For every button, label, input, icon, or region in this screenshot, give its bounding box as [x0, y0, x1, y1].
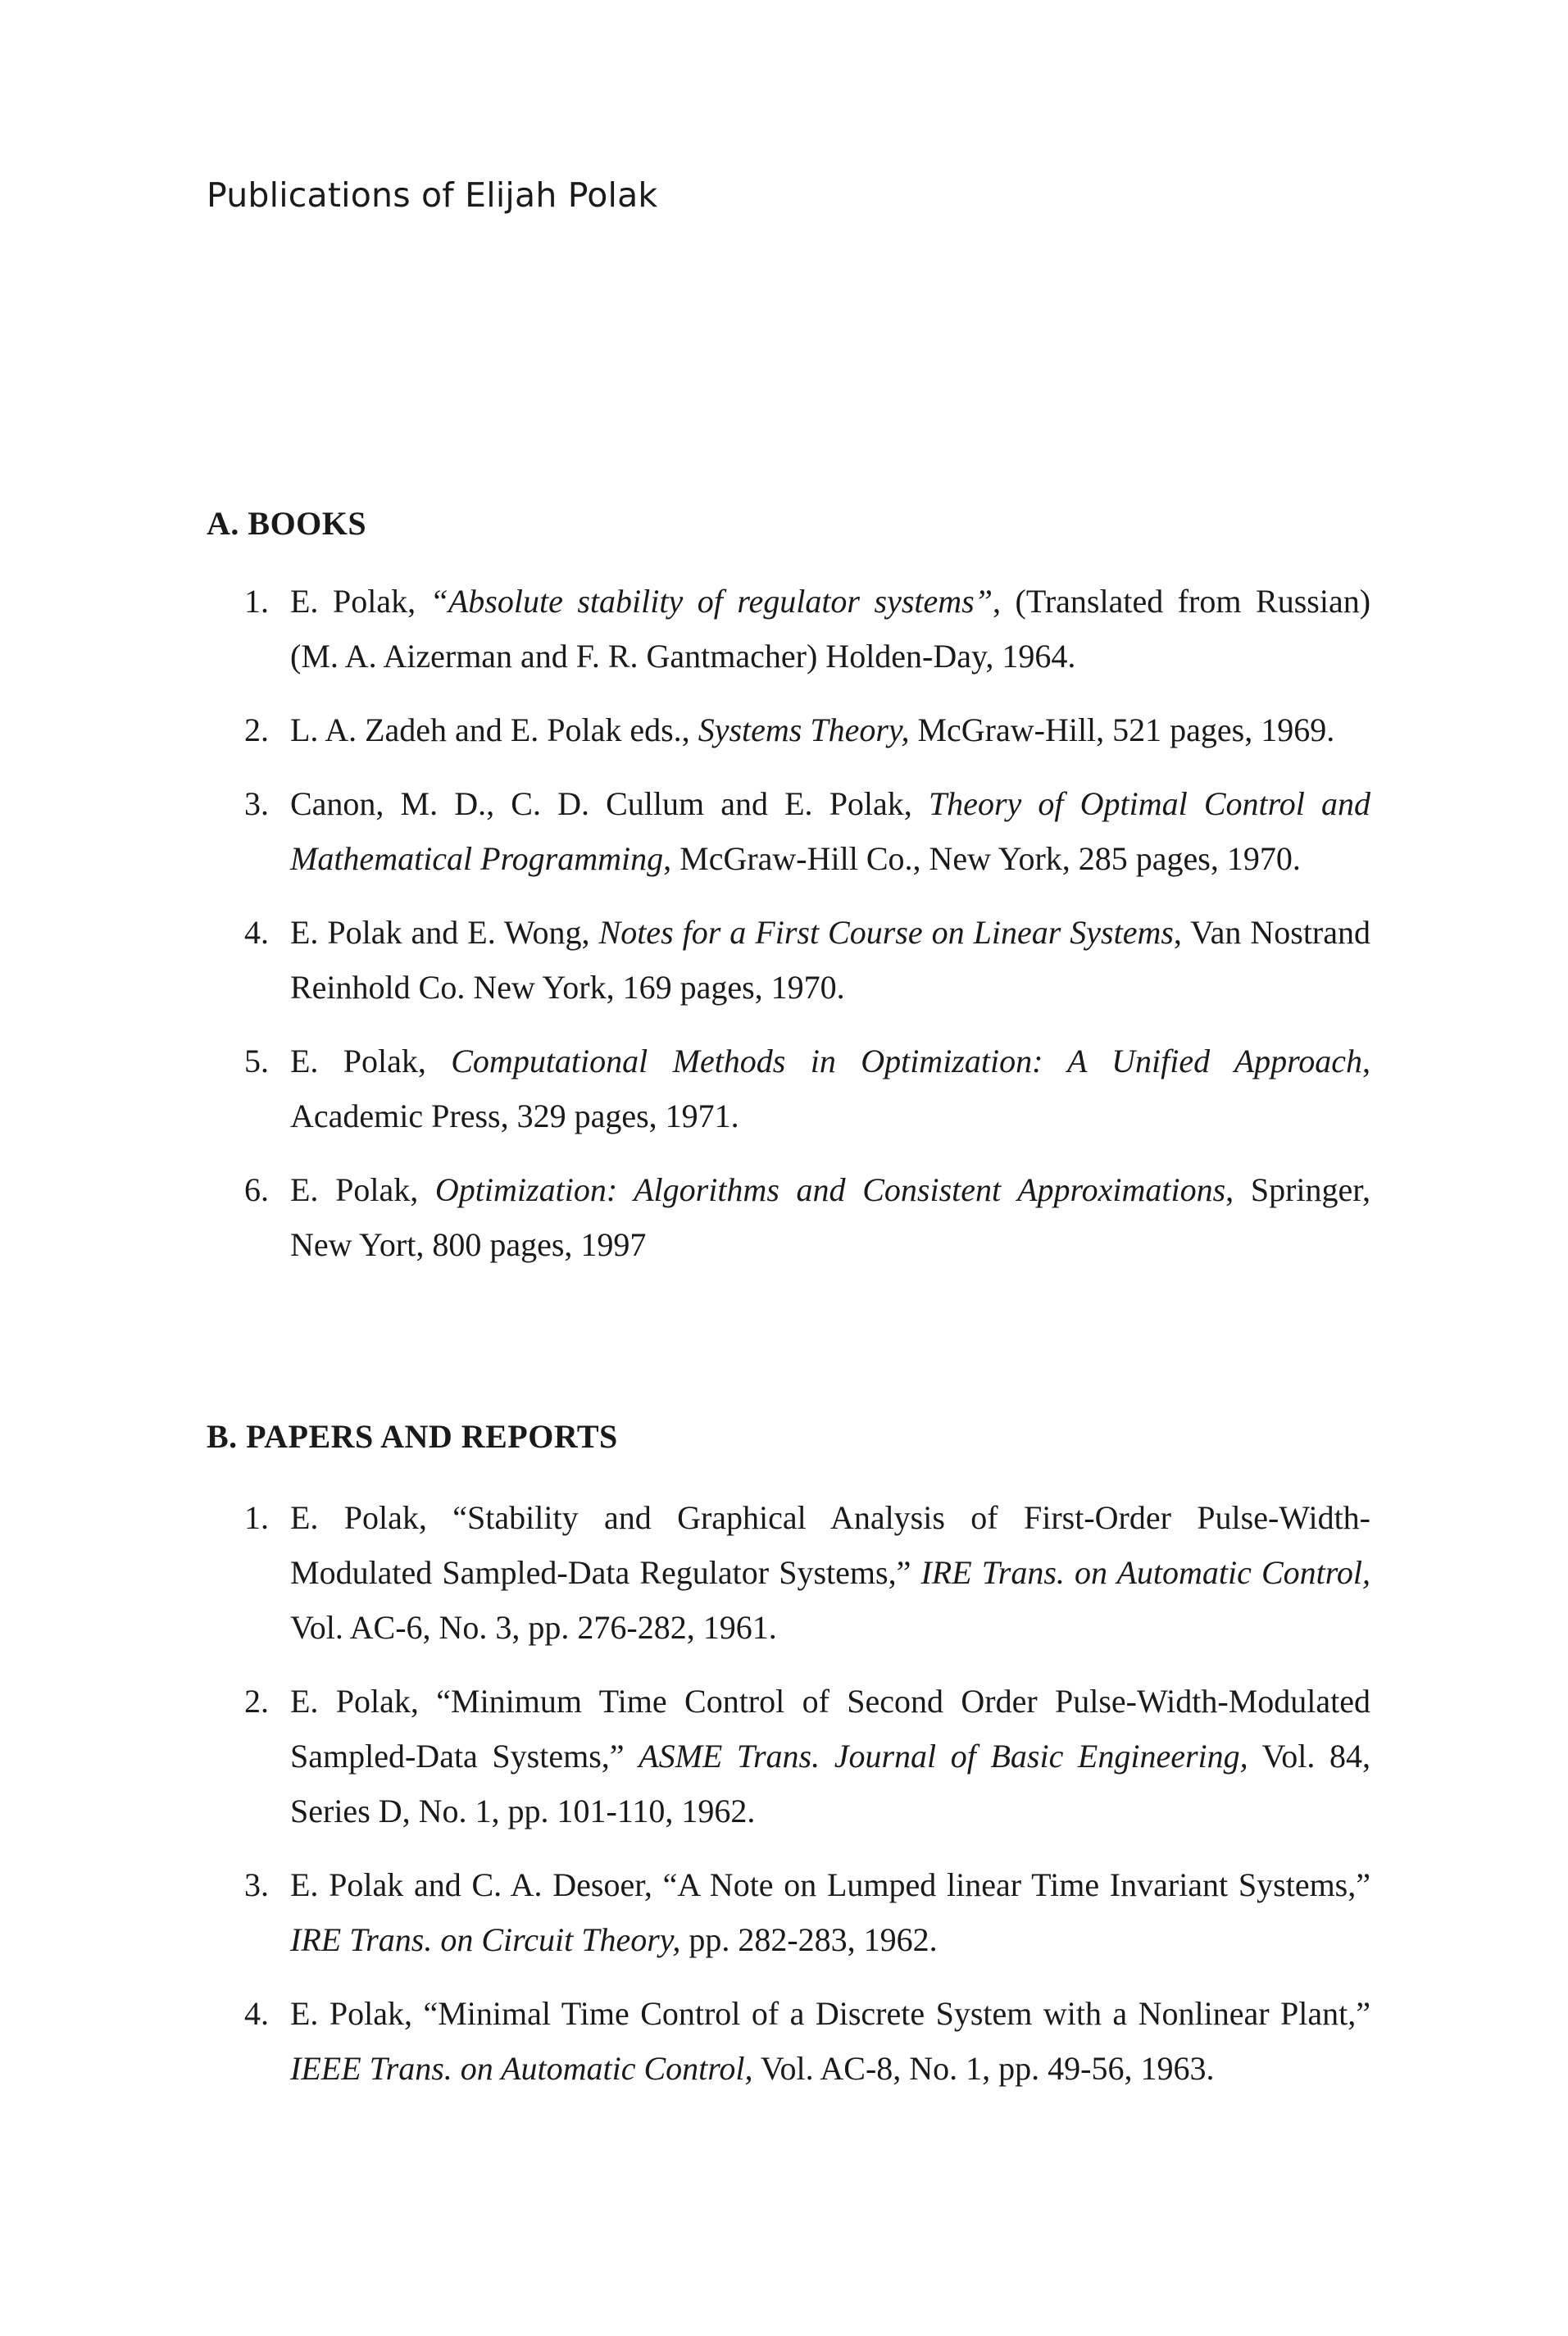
entry-number: 1.	[244, 1499, 269, 1536]
entry-number: 5.	[244, 1043, 269, 1079]
book-entry-5	[207, 1034, 1370, 1143]
entry-authors: Canon, M. D., C. D. Cullum and E. Polak,	[290, 785, 929, 822]
entry-number: 4.	[244, 1995, 269, 2032]
entry-details: McGraw-Hill, 521 pages, 1969.	[909, 711, 1335, 748]
book-entry-6	[207, 1162, 1370, 1272]
entry-journal: IRE Trans. on Circuit Theory,	[290, 1921, 681, 1958]
paper-entry-4	[207, 1986, 1370, 2096]
entry-journal: IRE Trans. on Automatic Control,	[920, 1554, 1370, 1591]
entry-journal: ASME Trans. Journal of Basic Engineering,	[639, 1738, 1248, 1775]
entry-number: 1.	[244, 583, 269, 620]
paper-entry-3	[207, 1857, 1370, 1967]
entry-authors: E. Polak,	[290, 1043, 452, 1079]
entry-journal: IEEE Trans. on Automatic Control,	[290, 2050, 753, 2087]
entry-authors: E. Polak, “Minimum Time Control of Second Order Pulse-Width-Modulated Sampled-Data Systems,”	[290, 1683, 1370, 1775]
entry-number: 3.	[244, 1866, 269, 1903]
entry-details: , Springer, New Yort, 800 pages, 1997	[290, 1171, 1371, 1263]
book-entry-3	[207, 776, 1370, 886]
entry-number: 2.	[244, 711, 269, 748]
page-title: Publications of Elijah Polak	[207, 175, 658, 215]
entry-number: 4.	[244, 914, 269, 951]
entry-authors: E. Polak and E. Wong,	[290, 914, 599, 951]
entry-title: Optimization: Algorithms and Consistent Approximations	[434, 1171, 1226, 1208]
entry-authors: E. Polak,	[290, 583, 430, 620]
book-entry-1	[207, 574, 1370, 684]
entry-details: Vol. AC-8, No. 1, pp. 49-56, 1963.	[752, 2050, 1215, 2087]
entry-details: , (Translated from Russian) (M. A. Aizerman and F. R. Gantmacher) Holden-Day, 1964.	[290, 583, 1371, 675]
entry-title: Computational Methods in Optimization: A Unified Approach	[451, 1043, 1362, 1079]
section-heading-papers: B. PAPERS AND REPORTS	[207, 1418, 618, 1455]
paper-entry-2	[207, 1674, 1370, 1838]
book-entry-4	[207, 905, 1370, 1015]
entry-details: Vol. 84, Series D, No. 1, pp. 101-110, 1962.	[290, 1738, 1371, 1829]
entry-authors: E. Polak,	[290, 1171, 435, 1208]
entry-details: pp. 282-283, 1962.	[680, 1921, 938, 1958]
entry-details: Vol. AC-6, No. 3, pp. 276-282, 1961.	[290, 1609, 777, 1646]
entry-details: , Academic Press, 329 pages, 1971.	[290, 1043, 1370, 1134]
entry-details: , Van Nostrand Reinhold Co. New York, 169 pages, 1970.	[290, 914, 1371, 1006]
entry-number: 3.	[244, 785, 269, 822]
entry-title: “Absolute stability of regulator systems”	[429, 583, 993, 620]
paper-entry-1	[207, 1490, 1370, 1655]
entry-authors: E. Polak, “Stability and Graphical Analysis of First-Order Pulse-Width-Modulated Sampled-Data Regulator Systems,”	[290, 1499, 1370, 1591]
entry-authors: L. A. Zadeh and E. Polak eds.,	[290, 711, 698, 748]
entry-title: Theory of Optimal Control and Mathematical Programming	[290, 785, 1370, 877]
entry-number: 6.	[244, 1171, 269, 1208]
entry-title: Systems Theory,	[698, 711, 910, 748]
entry-number: 2.	[244, 1683, 269, 1720]
entry-title: Notes for a First Course on Linear Systems	[598, 914, 1174, 951]
entry-authors: E. Polak and C. A. Desoer, “A Note on Lumped linear Time Invariant Systems,”	[290, 1866, 1370, 1903]
book-entry-2	[207, 702, 1370, 757]
entry-authors: E. Polak, “Minimal Time Control of a Discrete System with a Nonlinear Plant,”	[290, 1995, 1370, 2032]
section-heading-books: A. BOOKS	[207, 505, 367, 542]
entry-details: , McGraw-Hill Co., New York, 285 pages, 1970.	[663, 840, 1301, 877]
papers-list	[207, 1490, 1370, 2115]
books-list	[207, 574, 1370, 1291]
